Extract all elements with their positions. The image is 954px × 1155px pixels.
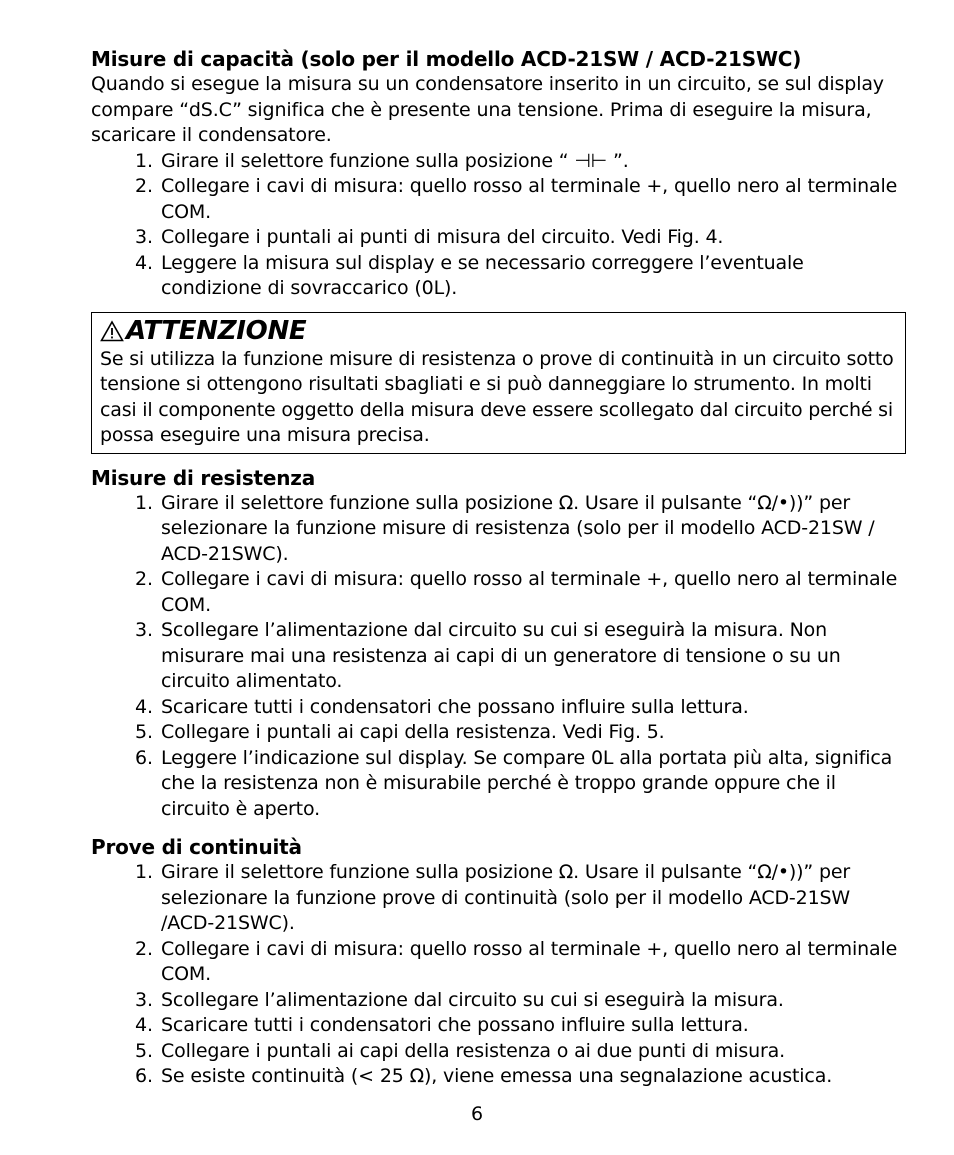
step-text: Scaricare tutti i condensatori che possano influire sulla lettura. [161,695,749,718]
list-item [91,1039,906,1065]
list-item [91,174,906,225]
list-item [91,1064,906,1090]
step-number: 4. [135,695,153,718]
list-item [91,695,906,721]
step-text: Girare il selettore funzione sulla posizione Ω. Usare il pulsante “Ω/•))” per selezionare la funzione misure di resistenza (solo per il modello ACD-21SW / ACD-21SWC). [161,491,875,565]
step-number: 5. [135,1039,153,1062]
step-text: Se esiste continuità (< 25 Ω), viene emessa una segnalazione acustica. [161,1065,833,1087]
list-item [91,149,906,175]
section-capacitance [91,46,906,302]
list-item [91,860,906,937]
list-item [91,251,906,302]
step-number: 4. [135,1014,153,1036]
document-page [91,46,906,1090]
step-number: 3. [135,988,153,1011]
step-number: 2. [135,937,153,960]
step-text: Collegare i puntali ai capi della resistenza o ai due punti di misura. [161,1039,786,1062]
step-number: 2. [135,175,153,197]
step-text: Girare il selettore funzione sulla posizione Ω. Usare il pulsante “Ω/•))” per selezionare la funzione prove di continuità (solo per il modello ACD-21SW /ACD-21SWC). [161,861,851,934]
step-number: 3. [135,619,153,641]
step-number: 4. [135,251,153,274]
list-item [91,746,906,823]
step-text: Collegare i cavi di misura: quello rosso al terminale +, quello nero al terminale COM. [161,937,898,985]
step-text: Collegare i puntali ai capi della resistenza. Vedi Fig. 5. [161,721,665,743]
step-text: Scollegare l’alimentazione dal circuito su cui si eseguirà la misura. Non misurare mai una resistenza ai capi di un generatore di tensione o su un circuito alimentato. [161,619,841,692]
step-text: Collegare i puntali ai punti di misura del circuito. Vedi Fig. 4. [161,226,724,248]
warning-box [91,312,906,454]
list-item [91,225,906,251]
warning-title: ATTENZIONE [126,315,307,346]
step-text: Leggere l’indicazione sul display. Se compare 0L alla portata più alta, significa che la resistenza non è misurabile perché è troppo grande oppure che il circuito è aperto. [161,746,893,820]
step-number: 3. [135,226,153,248]
step-text: Scollegare l’alimentazione dal circuito su cui si eseguirà la misura. [161,988,784,1011]
step-number: 1. [135,149,153,172]
section-title-continuity: Prove di continuità [91,835,302,859]
step-number: 2. [135,568,153,590]
step-number: 1. [135,491,153,514]
page-number: 6 [470,1103,484,1125]
step-number: 1. [135,861,153,883]
list-item [91,491,906,568]
list-item [91,567,906,618]
capacitance-steps [91,149,906,302]
step-text: Leggere la misura sul display e se necessario correggere l’eventuale condizione di sovraccarico (0L). [161,251,804,299]
resistance-steps [91,491,906,823]
warning-text: Se si utilizza la funzione misure di resistenza o prove di continuità in un circuito sotto tensione si ottengono risultati sbagliati e si può danneggiare lo strumento. In molti casi il componente oggetto della misura deve essere scollegato dal circuito perché si possa eseguire una misura precisa. [100,347,894,446]
list-item [91,988,906,1014]
step-text: Collegare i cavi di misura: quello rosso al terminale +, quello nero al terminale COM. [161,568,898,616]
warning-heading [100,315,897,347]
list-item [91,1013,906,1039]
section-resistance [91,465,906,823]
step-number: 6. [135,746,153,769]
section-title-capacitance: Misure di capacità (solo per il modello ACD-21SW / ACD-21SWC) [91,47,802,71]
step-text: Scaricare tutti i condensatori che possano influire sulla lettura. [161,1014,749,1036]
section-continuity [91,834,906,1090]
capacitance-intro: Quando si esegue la misura su un condensatore inserito in un circuito, se sul display compare “dS.C” significa che è presente una tensione. Prima di eseguire la misura, scaricare il condensatore. [91,73,884,146]
warning-triangle-icon [100,320,124,342]
continuity-steps [91,860,906,1090]
list-item [91,720,906,746]
step-text: Girare il selettore funzione sulla posizione “ ⊣⊢ ”. [161,149,629,172]
list-item [91,937,906,988]
step-text: Collegare i cavi di misura: quello rosso al terminale +, quello nero al terminale COM. [161,175,898,223]
section-title-resistance: Misure di resistenza [91,465,316,490]
step-number: 5. [135,721,153,743]
list-item [91,618,906,695]
step-number: 6. [135,1065,153,1087]
